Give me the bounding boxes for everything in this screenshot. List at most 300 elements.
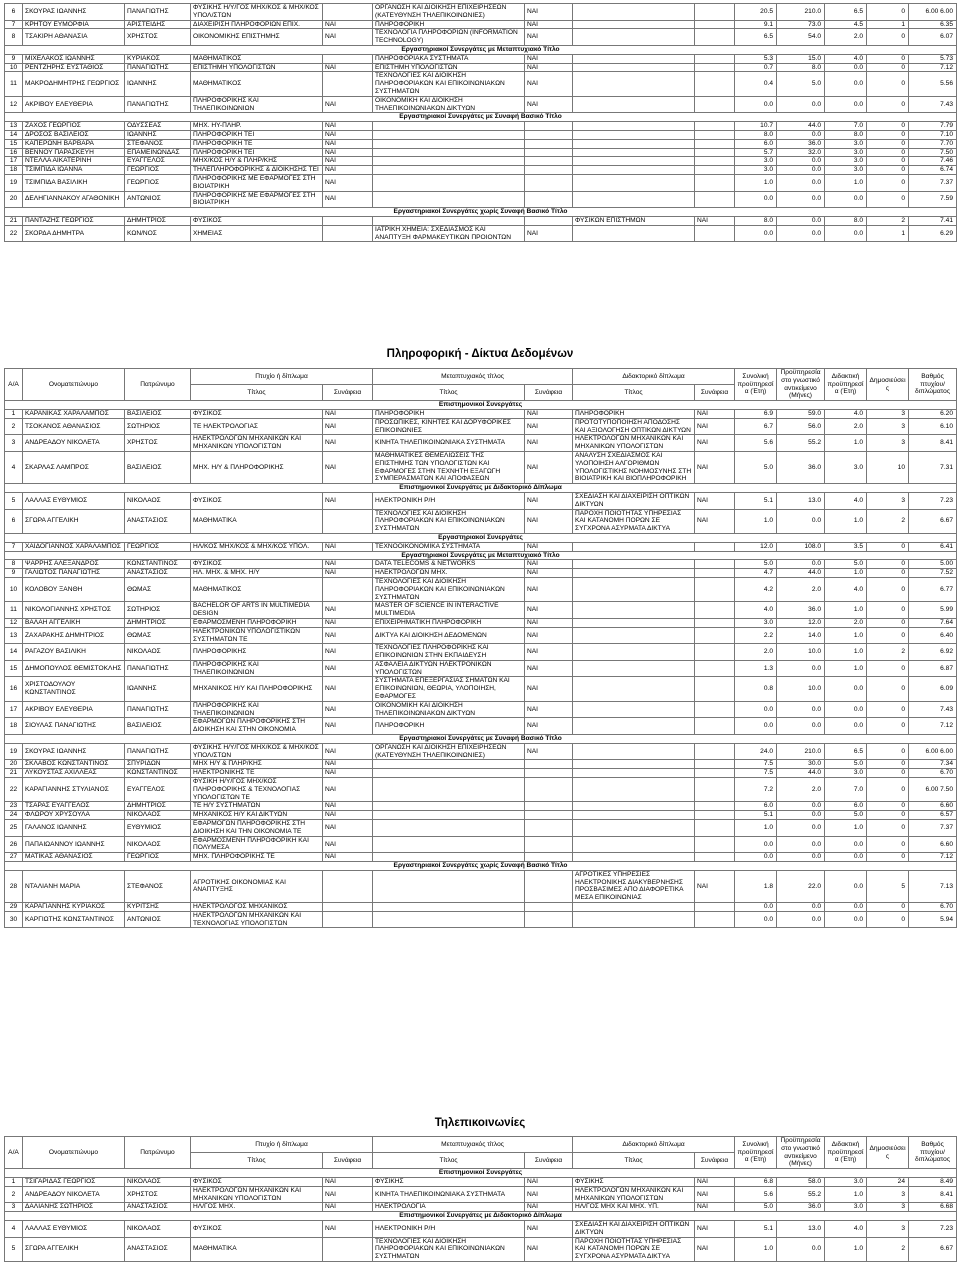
- cell: ΡΑΓΑΖΟΥ ΒΑΣΙΛΙΚΗ: [23, 644, 125, 661]
- cell: ΤΣΙΓΑΡΙΔΑΣ ΓΕΩΡΓΙΟΣ: [23, 1177, 125, 1186]
- cell: 7.0: [825, 778, 867, 802]
- cell: ΝΙΚΟΛΟΓΙΑΝΝΗΣ ΧΡΗΣΤΟΣ: [23, 602, 125, 619]
- cell: 8.0: [825, 130, 867, 139]
- cell: ΔΗΜΟΠΟΥΛΟΣ ΘΕΜΙΣΤΟΚΛΗΣ: [23, 660, 125, 677]
- cell: 0.0: [735, 96, 777, 113]
- cell: ΝΙΚΟΛΑΟΣ: [125, 836, 191, 853]
- cell: [525, 122, 573, 131]
- cell: 55.2: [777, 435, 825, 452]
- cell: 0.0: [735, 903, 777, 912]
- cell: ΕΦΑΡΜΟΓΩΝ ΠΛΗΡΟΦΟΡΙΚΗΣ ΣΤΗ ΔΙΟΙΚΗΣΗ ΚΑΙ ΤΗΝ ΟΙΚΟΝΟΜΙΑ ΤΕ: [191, 820, 323, 837]
- cell: [695, 618, 735, 627]
- cell: [573, 54, 695, 63]
- cell: 0.0: [735, 225, 777, 242]
- cell: ΦΥΣΙΚΟΣ: [191, 492, 323, 509]
- cell: 0.0: [735, 718, 777, 735]
- cell: 0: [867, 542, 909, 551]
- cell: 0.0: [777, 903, 825, 912]
- cell: 5.6: [735, 435, 777, 452]
- cell: 0.0: [777, 130, 825, 139]
- cell: ΝΑΙ: [323, 409, 373, 418]
- cell: [323, 54, 373, 63]
- table-row: [5, 660, 957, 677]
- cell: 3: [867, 418, 909, 435]
- cell: [573, 677, 695, 701]
- cell: 0.0: [777, 836, 825, 853]
- cell: 0: [867, 820, 909, 837]
- cell: ΤΣΙΜΠΙΔΑ ΒΑΣΙΛΙΚΗ: [23, 174, 125, 191]
- cell: 5.1: [735, 492, 777, 509]
- table-row: [5, 409, 957, 418]
- cell: ΝΑΙ: [525, 577, 573, 601]
- cell: 32.0: [777, 148, 825, 157]
- cell: ΤΣΟΚΑΝΟΣ ΑΘΑΝΑΣΙΟΣ: [23, 418, 125, 435]
- cell: 0.0: [825, 853, 867, 862]
- cell: 2.0: [825, 29, 867, 46]
- cell: 0: [867, 718, 909, 735]
- table-row: [5, 492, 957, 509]
- cell: 0.0: [825, 836, 867, 853]
- col-aa: Α/Α: [5, 369, 23, 401]
- cell: ΛΑΛΛΑΣ ΕΥΘΥΜΙΟΣ: [23, 1220, 125, 1237]
- cell: ΜΑΘΗΜΑΤΙΚΑ: [191, 509, 323, 533]
- cell: 6.92: [909, 644, 957, 661]
- cell: ΝΑΙ: [525, 542, 573, 551]
- table-row: [5, 157, 957, 166]
- cell: 8.41: [909, 1186, 957, 1203]
- cell: 210.0: [777, 743, 825, 760]
- cell: ΝΑΙ: [323, 820, 373, 837]
- cell: 4.0: [825, 577, 867, 601]
- cell: 6.10: [909, 418, 957, 435]
- col-phd: Διδακτορικό δίπλωμα: [573, 369, 735, 385]
- cell: 6.68: [909, 1203, 957, 1212]
- cell: 58.0: [777, 1177, 825, 1186]
- table-row: [5, 1237, 957, 1261]
- cell: 17: [5, 701, 23, 718]
- cell: 5: [867, 870, 909, 902]
- cell: 5.0: [735, 1203, 777, 1212]
- cell: [525, 802, 573, 811]
- cell: ΔΙΑΧΕΙΡΙΣΗ ΠΛΗΡΟΦΟΡΙΩΝ ΕΠΙΧ.: [191, 20, 323, 29]
- cell: 4.0: [825, 54, 867, 63]
- cell: ΤΣΙΜΠΙΔΑ ΙΩΑΝΝΑ: [23, 166, 125, 175]
- cell: 6: [5, 4, 23, 21]
- table-row: [5, 569, 957, 578]
- cell: [695, 602, 735, 619]
- cell: 108.0: [777, 542, 825, 551]
- cell: ΤΕΧΝΟΛΟΓΙΕΣ ΚΑΙ ΔΙΟΙΚΗΣΗ ΠΛΗΡΟΦΟΡΙΑΚΩΝ ΚΑΙ ΕΠΙΚΟΙΝΩΝΙΑΚΩΝ ΣΥΣΤΗΜΑΤΩΝ: [373, 509, 525, 533]
- cell: ΝΤΕΛΛΑ ΑΙΚΑΤΕΡΙΝΗ: [23, 157, 125, 166]
- cell: [573, 769, 695, 778]
- group-label: Εργαστηριακοί Συνεργάτες με Μεταπτυχιακό Τίτλο: [5, 45, 957, 54]
- cell: 10: [5, 63, 23, 72]
- cell: ΝΑΙ: [525, 509, 573, 533]
- cell: ΝΑΙ: [323, 63, 373, 72]
- cell: 5.1: [735, 1220, 777, 1237]
- cell: ΝΑΙ: [323, 1220, 373, 1237]
- cell: ΙΩΑΝΝΗΣ: [125, 677, 191, 701]
- cell: ΣΓΩΡΑ ΑΓΓΕΛΙΚΗ: [23, 509, 125, 533]
- cell: 7.5: [735, 760, 777, 769]
- cell: ΝΑΙ: [525, 96, 573, 113]
- cell: 29: [5, 903, 23, 912]
- cell: 7.64: [909, 618, 957, 627]
- cell: ΧΡΗΣΤΟΣ: [125, 435, 191, 452]
- cell: ΗΛ/ΚΟΣ ΜΗΧ/ΚΟΣ & ΜΗΧ/ΚΟΣ ΥΠΟΛ.: [191, 542, 323, 551]
- cell: ΝΑΙ: [525, 701, 573, 718]
- cell: ΠΛΗΡΟΦΟΡΙΚΗΣ ΚΑΙ ΤΗΛΕΠΙΚΟΙΝΩΝΙΩΝ: [191, 96, 323, 113]
- table-row: [5, 602, 957, 619]
- cell: 0: [867, 130, 909, 139]
- cell: ΚΥΡΙΤΣΗΣ: [125, 903, 191, 912]
- cell: 6.9: [735, 409, 777, 418]
- cell: ΝΑΙ: [323, 618, 373, 627]
- cell: 0: [867, 174, 909, 191]
- cell: ΗΛ. ΜΗΧ. & ΜΗΧ. Η/Υ: [191, 569, 323, 578]
- cell: 0.0: [735, 911, 777, 928]
- cell: [373, 811, 525, 820]
- table-row: [5, 820, 957, 837]
- cell: [373, 139, 525, 148]
- cell: [695, 122, 735, 131]
- cell: 36.0: [777, 602, 825, 619]
- cell: 2: [867, 644, 909, 661]
- cell: 2: [867, 509, 909, 533]
- col-title: Τίτλος: [373, 385, 525, 401]
- cell: 4: [5, 1220, 23, 1237]
- cell: 1.8: [735, 870, 777, 902]
- cell: 0: [867, 577, 909, 601]
- cell: 0.0: [777, 701, 825, 718]
- cell: 5.6: [735, 1186, 777, 1203]
- cell: 28: [5, 870, 23, 902]
- group-row: [5, 208, 957, 217]
- cell: 10: [5, 577, 23, 601]
- header-row: [5, 1137, 957, 1153]
- cell: ΝΑΙ: [323, 96, 373, 113]
- cell: 0: [867, 191, 909, 208]
- cell: 0: [867, 778, 909, 802]
- cell: 3.0: [735, 166, 777, 175]
- cell: 27: [5, 853, 23, 862]
- cell: 17: [5, 157, 23, 166]
- cell: ΚΙΝΗΤΑ ΤΗΛΕΠΙΚΟΙΝΩΝΙΑΚΑ ΣΥΣΤΗΜΑΤΑ: [373, 435, 525, 452]
- cell: 0.8: [735, 677, 777, 701]
- cell: 0: [867, 911, 909, 928]
- section-1: [4, 3, 956, 242]
- cell: [525, 157, 573, 166]
- group-label: Εργαστηριακοί Συνεργάτες με Μεταπτυχιακό Τίτλο: [5, 551, 957, 560]
- cell: 54.0: [777, 29, 825, 46]
- cell: 0.0: [825, 911, 867, 928]
- cell: ΛΥΚΟΥΣΤΑΣ ΑΧΙΛΛΕΑΣ: [23, 769, 125, 778]
- cell: 3: [867, 435, 909, 452]
- cell: ΝΑΙ: [525, 718, 573, 735]
- cell: 23: [5, 802, 23, 811]
- cell: [573, 660, 695, 677]
- cell: ΠΑΝΑΓΙΩΤΗΣ: [125, 96, 191, 113]
- col-relevance: Συνάφεια: [323, 1153, 373, 1169]
- cell: ΝΙΚΟΛΑΟΣ: [125, 811, 191, 820]
- cell: ΤΕΧΝΟΛΟΓΙΕΣ ΚΑΙ ΔΙΟΙΚΗΣΗ ΠΛΗΡΟΦΟΡΙΑΚΩΝ ΚΑΙ ΕΠΙΚΟΙΝΩΝΙΑΚΩΝ ΣΥΣΤΗΜΑΤΩΝ: [373, 1237, 525, 1261]
- cell: 7.5: [735, 769, 777, 778]
- cell: 0: [867, 54, 909, 63]
- cell: ΝΑΙ: [323, 778, 373, 802]
- cell: BACHELOR OF ARTS IN MULTIMEDIA DESIGN: [191, 602, 323, 619]
- table-row: [5, 802, 957, 811]
- cell: 3: [5, 435, 23, 452]
- cell: ΔΑΛΙΑΝΗΣ ΣΩΤΗΡΙΟΣ: [23, 1203, 125, 1212]
- cell: 3.0: [825, 1203, 867, 1212]
- cell: 6.60: [909, 836, 957, 853]
- cell: ΝΙΚΟΛΑΟΣ: [125, 1177, 191, 1186]
- col-relevance: Συνάφεια: [695, 1153, 735, 1169]
- cell: 1.0: [825, 627, 867, 644]
- cell: 0.0: [777, 225, 825, 242]
- cell: [373, 760, 525, 769]
- group-row: [5, 1169, 957, 1178]
- cell: ΠΛΗΡΟΦΟΡΙΚΗ: [373, 20, 525, 29]
- cell: [373, 157, 525, 166]
- cell: ΕΦΑΡΜΟΓΩΝ ΠΛΗΡΟΦΟΡΙΚΗΣ ΣΤΗ ΔΙΟΙΚΗΣΗ ΚΑΙ ΣΤΗΝ ΟΙΚΟΝΟΜΙΑ: [191, 718, 323, 735]
- cell: 7.23: [909, 1220, 957, 1237]
- cell: [573, 157, 695, 166]
- cell: 0.0: [825, 701, 867, 718]
- table-row: [5, 96, 957, 113]
- cell: ΧΗΜΕΙΑΣ: [191, 225, 323, 242]
- cell: ΕΦΑΡΜΟΣΜΕΝΗ ΠΛΗΡΟΦΟΡΙΚΗ ΚΑΙ ΠΟΛΥΜΕΣΑ: [191, 836, 323, 853]
- cell: 3.0: [825, 1177, 867, 1186]
- cell: 0.0: [777, 1237, 825, 1261]
- group-row: [5, 45, 957, 54]
- cell: [695, 677, 735, 701]
- cell: 0.0: [777, 96, 825, 113]
- cell: ΜΗΧΑΝΙΚΟΣ Η/Υ ΚΑΙ ΠΛΗΡΟΦΟΡΙΚΗΣ: [191, 677, 323, 701]
- cell: 5.3: [735, 54, 777, 63]
- cell: [525, 836, 573, 853]
- cell: ΝΑΙ: [525, 677, 573, 701]
- cell: 4.0: [825, 409, 867, 418]
- cell: ΣΥΣΤΗΜΑΤΑ ΕΠΕΞΕΡΓΑΣΙΑΣ ΣΗΜΑΤΩΝ ΚΑΙ ΕΠΙΚΟΙΝΩΝΙΩΝ, ΘΕΩΡΙΑ, ΥΛΟΠΟΙΗΣΗ, ΕΦΑΡΜΟΓΕΣ: [373, 677, 525, 701]
- cell: 0: [867, 96, 909, 113]
- cell: 2: [5, 418, 23, 435]
- cell: 0: [867, 836, 909, 853]
- cell: 6.00 6.00: [909, 4, 957, 21]
- cell: ΝΑΙ: [323, 139, 373, 148]
- cell: 10.7: [735, 122, 777, 131]
- cell: ΑΚΡΙΒΟΥ ΕΛΕΥΘΕΡΙΑ: [23, 701, 125, 718]
- cell: [373, 820, 525, 837]
- cell: [573, 4, 695, 21]
- cell: [573, 130, 695, 139]
- cell: ΝΑΙ: [323, 602, 373, 619]
- cell: 6.70: [909, 769, 957, 778]
- cell: [373, 778, 525, 802]
- cell: ΝΑΙ: [323, 418, 373, 435]
- col-father: Πατρώνυμο: [125, 1137, 191, 1169]
- cell: 4.7: [735, 569, 777, 578]
- cell: 11: [5, 72, 23, 96]
- cell: 0.0: [825, 72, 867, 96]
- group-row: [5, 113, 957, 122]
- cell: [525, 191, 573, 208]
- cell: 7.13: [909, 870, 957, 902]
- cell: ΝΑΙ: [695, 1237, 735, 1261]
- cell: ΟΙΚΟΝΟΜΙΚΗΣ ΕΠΙΣΤΗΜΗΣ: [191, 29, 323, 46]
- cell: 16: [5, 148, 23, 157]
- table-row: [5, 560, 957, 569]
- cell: 0: [867, 148, 909, 157]
- cell: 0.0: [825, 191, 867, 208]
- cell: 9.1: [735, 20, 777, 29]
- section-2-title: Πληροφορική - Δίκτυα Δεδομένων: [386, 348, 574, 360]
- cell: ΓΕΩΡΓΙΟΣ: [125, 853, 191, 862]
- cell: [573, 701, 695, 718]
- cell: ΝΑΙ: [525, 627, 573, 644]
- cell: ΗΛ/ΓΟΣ ΜΗΧ ΚΑΙ ΜΗΧ. ΥΠ.: [573, 1203, 695, 1212]
- cell: ΦΥΣΙΚΟΣ: [191, 216, 323, 225]
- cell: 2: [5, 1186, 23, 1203]
- table-row: [5, 418, 957, 435]
- cell: [695, 911, 735, 928]
- cell: ΟΙΚΟΝΟΜΙΚΗ ΚΑΙ ΔΙΟΙΚΗΣΗ ΤΗΛΕΠΙΚΟΙΝΩΝΙΑΚΩΝ ΔΙΚΤΥΩΝ: [373, 96, 525, 113]
- cell: 13.0: [777, 1220, 825, 1237]
- cell: ΑΣΦΑΛΕΙΑ ΔΙΚΤΥΩΝ ΗΛΕΚΤΡΟΝΙΚΩΝ ΥΠΟΛΟΓΙΣΤΩΝ: [373, 660, 525, 677]
- table-row: [5, 216, 957, 225]
- cell: ΓΕΩΡΓΙΟΣ: [125, 166, 191, 175]
- cell: [525, 820, 573, 837]
- col-title: Τίτλος: [191, 1153, 323, 1169]
- table-3: [4, 1136, 957, 1262]
- cell: 1.0: [735, 509, 777, 533]
- cell: [695, 811, 735, 820]
- table-row: [5, 718, 957, 735]
- table-row: [5, 577, 957, 601]
- cell: 8.0: [777, 63, 825, 72]
- cell: 0.0: [735, 191, 777, 208]
- cell: ΠΛΗΡΟΦΟΡΙΚΗΣ ΚΑΙ ΤΗΛΕΠΙΚΟΙΝΩΝΙΩΝ: [191, 660, 323, 677]
- cell: ΝΑΙ: [323, 130, 373, 139]
- cell: ΝΑΙ: [695, 418, 735, 435]
- cell: ΝΑΙ: [323, 542, 373, 551]
- cell: ΝΑΙ: [525, 418, 573, 435]
- cell: ΚΩΝΣΤΑΝΤΙΝΟΣ: [125, 769, 191, 778]
- cell: [695, 802, 735, 811]
- cell: [373, 191, 525, 208]
- cell: 1.0: [735, 174, 777, 191]
- cell: ΑΚΡΙΒΟΥ ΕΛΕΥΘΕΡΙΑ: [23, 96, 125, 113]
- cell: ΝΑΙ: [525, 4, 573, 21]
- cell: 1.0: [825, 435, 867, 452]
- cell: [373, 769, 525, 778]
- cell: [573, 644, 695, 661]
- cell: ΦΥΣΙΚΗ Η/Υ/ΓΟΣ ΜΗΧ/ΚΟΣ ΠΛΗΡΟΦΟΡΙΚΗΣ & ΤΕΧΝΟΛΟΓΙΑΣ ΥΠΟΛΟΓΙΣΤΩΝ ΤΕ: [191, 778, 323, 802]
- cell: DATA TELECOMS & NETWORKS: [373, 560, 525, 569]
- cell: ΘΩΜΑΣ: [125, 577, 191, 601]
- cell: ΕΥΘΥΜΙΟΣ: [125, 820, 191, 837]
- cell: 0: [867, 811, 909, 820]
- cell: ΚΙΝΗΤΑ ΤΗΛΕΠΙΚΟΙΝΩΝΙΑΚΑ ΣΥΣΤΗΜΑΤΑ: [373, 1186, 525, 1203]
- cell: 0.0: [825, 870, 867, 902]
- cell: 6.77: [909, 577, 957, 601]
- cell: ΝΑΙ: [323, 569, 373, 578]
- cell: ΝΑΙ: [525, 72, 573, 96]
- cell: 6.5: [735, 29, 777, 46]
- cell: ΣΚΟΥΡΑΣ ΙΩΑΝΝΗΣ: [23, 4, 125, 21]
- cell: [573, 743, 695, 760]
- cell: [525, 139, 573, 148]
- cell: 3.0: [825, 148, 867, 157]
- cell: 1.0: [735, 820, 777, 837]
- col-master: Μεταπτυχιακός τίτλος: [373, 1137, 573, 1153]
- cell: ΧΡΗΣΤΟΣ: [125, 29, 191, 46]
- cell: ΦΥΣΙΚΗΣ Η/Υ/ΓΟΣ ΜΗΧ/ΚΟΣ & ΜΗΧ/ΚΟΣ ΥΠΟΛ/ΣΤΩΝ: [191, 743, 323, 760]
- cell: ΜΑΘΗΜΑΤΙΚΕΣ ΘΕΜΕΛΙΩΣΕΙΣ ΤΗΣ ΕΠΙΣΤΗΜΗΣ ΤΩΝ ΥΠΟΛΟΓΙΣΤΩΝ ΚΑΙ ΕΦΑΡΜΟΓΕΣ ΣΤΗΝ ΤΕΧΝΗΤΗ ΕΞΑΓΩΓΗ ΣΥΜΠΕΡΑΣΜΑΤΩΝ ΚΑΙ ΑΠΟΦΑΣΕΩΝ: [373, 451, 525, 483]
- cell: ΝΑΙ: [323, 435, 373, 452]
- cell: 0.0: [777, 718, 825, 735]
- col-field-exp: Προϋπηρεσία στο γνωστικό αντικείμενο (Μήνες): [777, 1137, 825, 1169]
- cell: ΦΥΣΙΚΟΣ: [191, 560, 323, 569]
- cell: ΝΑΙ: [695, 509, 735, 533]
- cell: 6.8: [735, 1177, 777, 1186]
- cell: 0: [867, 63, 909, 72]
- cell: 15.0: [777, 54, 825, 63]
- cell: ΝΑΙ: [525, 618, 573, 627]
- cell: 12: [5, 618, 23, 627]
- table-row: [5, 760, 957, 769]
- cell: 0.0: [735, 701, 777, 718]
- cell: [695, 853, 735, 862]
- cell: ΕΥΑΓΓΕΛΟΣ: [125, 157, 191, 166]
- group-label: Επιστημονικοί Συνεργάτες με Διδακτορικό Δίπλωμα: [5, 484, 957, 493]
- cell: 7.12: [909, 63, 957, 72]
- group-row: [5, 484, 957, 493]
- cell: 3.0: [825, 139, 867, 148]
- cell: ΝΑΙ: [323, 660, 373, 677]
- cell: [695, 769, 735, 778]
- cell: 6.60: [909, 802, 957, 811]
- col-relevance: Συνάφεια: [525, 1153, 573, 1169]
- cell: ΣΩΤΗΡΙΟΣ: [125, 602, 191, 619]
- col-relevance: Συνάφεια: [695, 385, 735, 401]
- cell: [695, 148, 735, 157]
- cell: 1.0: [825, 569, 867, 578]
- col-teach-exp: Διδακτική προϋπηρεσία (Έτη): [825, 1137, 867, 1169]
- table-row: [5, 435, 957, 452]
- cell: [525, 769, 573, 778]
- col-title: Τίτλος: [573, 1153, 695, 1169]
- cell: ΑΝΤΩΝΙΟΣ: [125, 191, 191, 208]
- col-grade: Βαθμός πτυχίου/ διπλώματος: [909, 369, 957, 401]
- section-2: [4, 368, 956, 928]
- cell: 1.0: [825, 820, 867, 837]
- cell: ΠΑΝΑΓΙΩΤΗΣ: [125, 660, 191, 677]
- cell: ΗΛΕΚΤΡΟΝΙΚΗ Ρ/Η: [373, 1220, 525, 1237]
- cell: ΗΛΕΚΤΡΟΛΟΓΩΝ ΜΗΧΑΝΙΚΩΝ ΚΑΙ ΜΗΧΑΝΙΚΩΝ ΥΠΟΛΟΓΙΣΤΩΝ: [573, 435, 695, 452]
- cell: 1.0: [825, 602, 867, 619]
- cell: 0: [867, 139, 909, 148]
- cell: ΝΑΙ: [695, 1203, 735, 1212]
- cell: 6.41: [909, 542, 957, 551]
- cell: ΝΑΙ: [525, 409, 573, 418]
- cell: 6.5: [825, 4, 867, 21]
- cell: ΗΛΕΚΤΡΟΛΟΓΩΝ ΜΗΧΑΝΙΚΩΝ ΚΑΙ ΜΗΧΑΝΙΚΩΝ ΥΠΟΛΟΓΙΣΤΩΝ: [191, 1186, 323, 1203]
- cell: ΝΑΙ: [323, 802, 373, 811]
- cell: [573, 778, 695, 802]
- cell: ΣΧΕΔΙΑΣΗ ΚΑΙ ΔΙΑΧΕΙΡΙΣΗ ΟΠΤΙΚΩΝ ΔΙΚΤΥΩΝ: [573, 1220, 695, 1237]
- cell: 4.0: [825, 492, 867, 509]
